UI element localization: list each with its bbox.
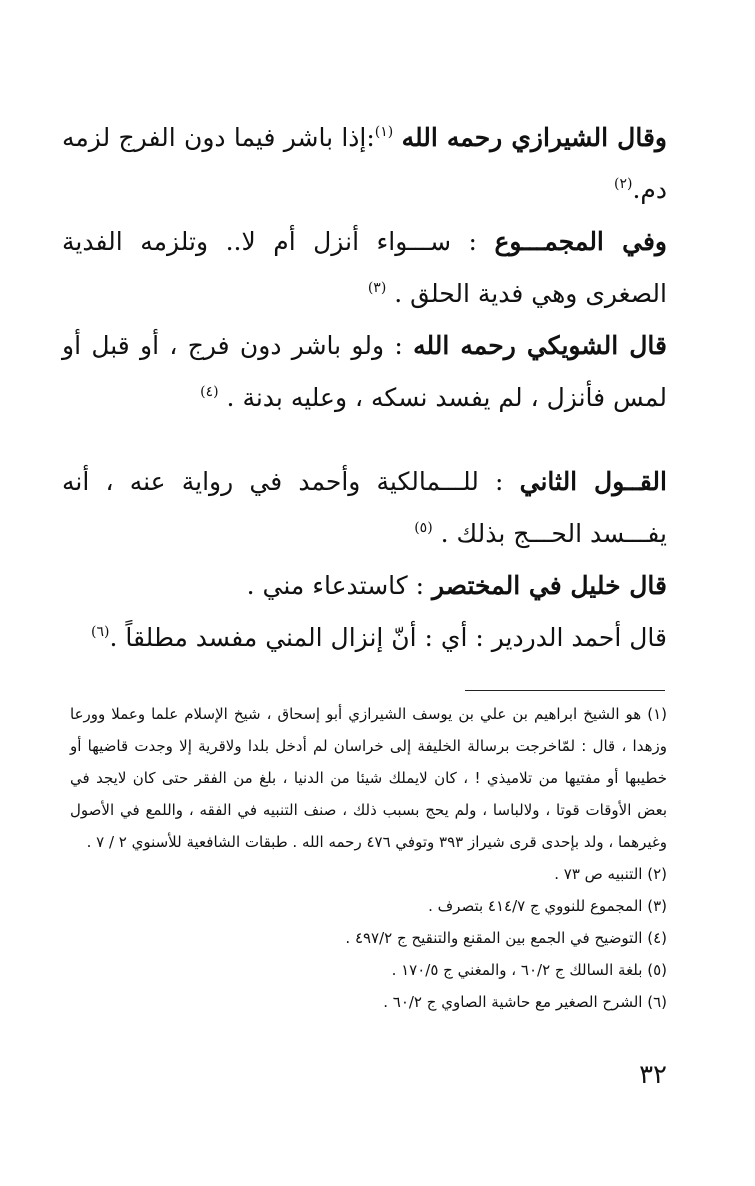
speaker-label: قال الشويكي رحمه الله xyxy=(413,331,667,360)
speaker-label: وفي المجمـــوع xyxy=(494,227,667,256)
paragraph-text: : ولو باشر دون فرج ، أو قبل أو لمس فأنزل ، لم يفسد نسكه ، وعليه بدنة . xyxy=(62,331,667,412)
paragraph-second-opinion xyxy=(62,456,667,560)
speaker-label: قال خليل في المختصر xyxy=(431,571,667,600)
footnote-item: (٤) التوضيح في الجمع بين المقنع والتنقيح ج ٤٩٧/٢ . xyxy=(345,929,667,947)
footnote-marker: (١) xyxy=(374,124,394,140)
footnote-item: (٢) التنبيه ص ٧٣ . xyxy=(554,865,667,883)
paragraph-khalil xyxy=(62,560,667,612)
footnote-marker: (٣) xyxy=(367,280,387,296)
section-heading: القــول الثاني xyxy=(519,467,667,496)
footnote-item: (٥) بلغة السالك ج ٦٠/٢ ، والمغني ج ١٧٠/٥ . xyxy=(391,961,667,979)
paragraph-text: : ســـواء أنزل أم لا.. وتلزمه الفدية الصغرى وهي فدية الحلق . xyxy=(62,227,667,308)
footnote-marker: (٦) xyxy=(91,624,110,640)
footnote-item: (٦) الشرح الصغير مع حاشية الصاوي ج ٦٠/٢ . xyxy=(383,993,667,1011)
paragraph-text: : كاستدعاء مني . xyxy=(246,571,425,600)
paragraph-shuwaiki xyxy=(62,320,667,424)
footnote-marker: (٥) xyxy=(414,520,433,536)
paragraph-shirazi xyxy=(62,112,667,216)
footnotes xyxy=(70,698,667,1018)
footnote-divider xyxy=(465,690,665,691)
footnote-item: (١) هو الشيخ ابراهيم بن علي بن يوسف الشيرازي أبو إسحاق ، شيخ الإسلام علما وعملا وورعا وزهدا ، قال : لمّاخرجت برسالة الخليفة إلى خراسان لم أدخل بلدا ولاقرية إلا وجدت قاضيها أو خطيبها أو مفتيها من تلاميذي ! ، كان لايملك شيئا من الدنيا ، بلغ من الفقر حتى كان لايجد في بعض الأوقات قوتا ، ولالباسا ، ولم يحج بسبب ذلك ، صنف التنبيه في الفقه ، واللمع في الأصول وغيرهما ، ولد بإحدى قرى شيراز ٣٩٣ وتوفي ٤٧٦ رحمه الله . طبقات الشافعية للأسنوي ٢ / ٧ . xyxy=(70,705,667,851)
speaker-label: وقال الشيرازي رحمه الله xyxy=(401,123,667,152)
paragraph-text: : للـــمالكية وأحمد في رواية عنه ، أنه يفـــسد الحـــج بذلك . xyxy=(62,467,667,548)
paragraph-majmu xyxy=(62,216,667,320)
main-text xyxy=(62,112,667,664)
paragraph-text: :إذا باشر فيما دون الفرج لزمه دم. xyxy=(62,123,667,204)
footnote-item: (٣) المجموع للنووي ج ٤١٤/٧ بتصرف . xyxy=(428,897,667,915)
paragraph-text: قال أحمد الدردير : أي : أنّ إنزال المني مفسد مطلقاً . xyxy=(109,623,667,652)
footnote-marker: (٢) xyxy=(613,176,633,192)
footnote-marker: (٤) xyxy=(200,384,219,400)
page-number: ٣٢ xyxy=(639,1060,667,1090)
paragraph-dardir xyxy=(62,612,667,664)
